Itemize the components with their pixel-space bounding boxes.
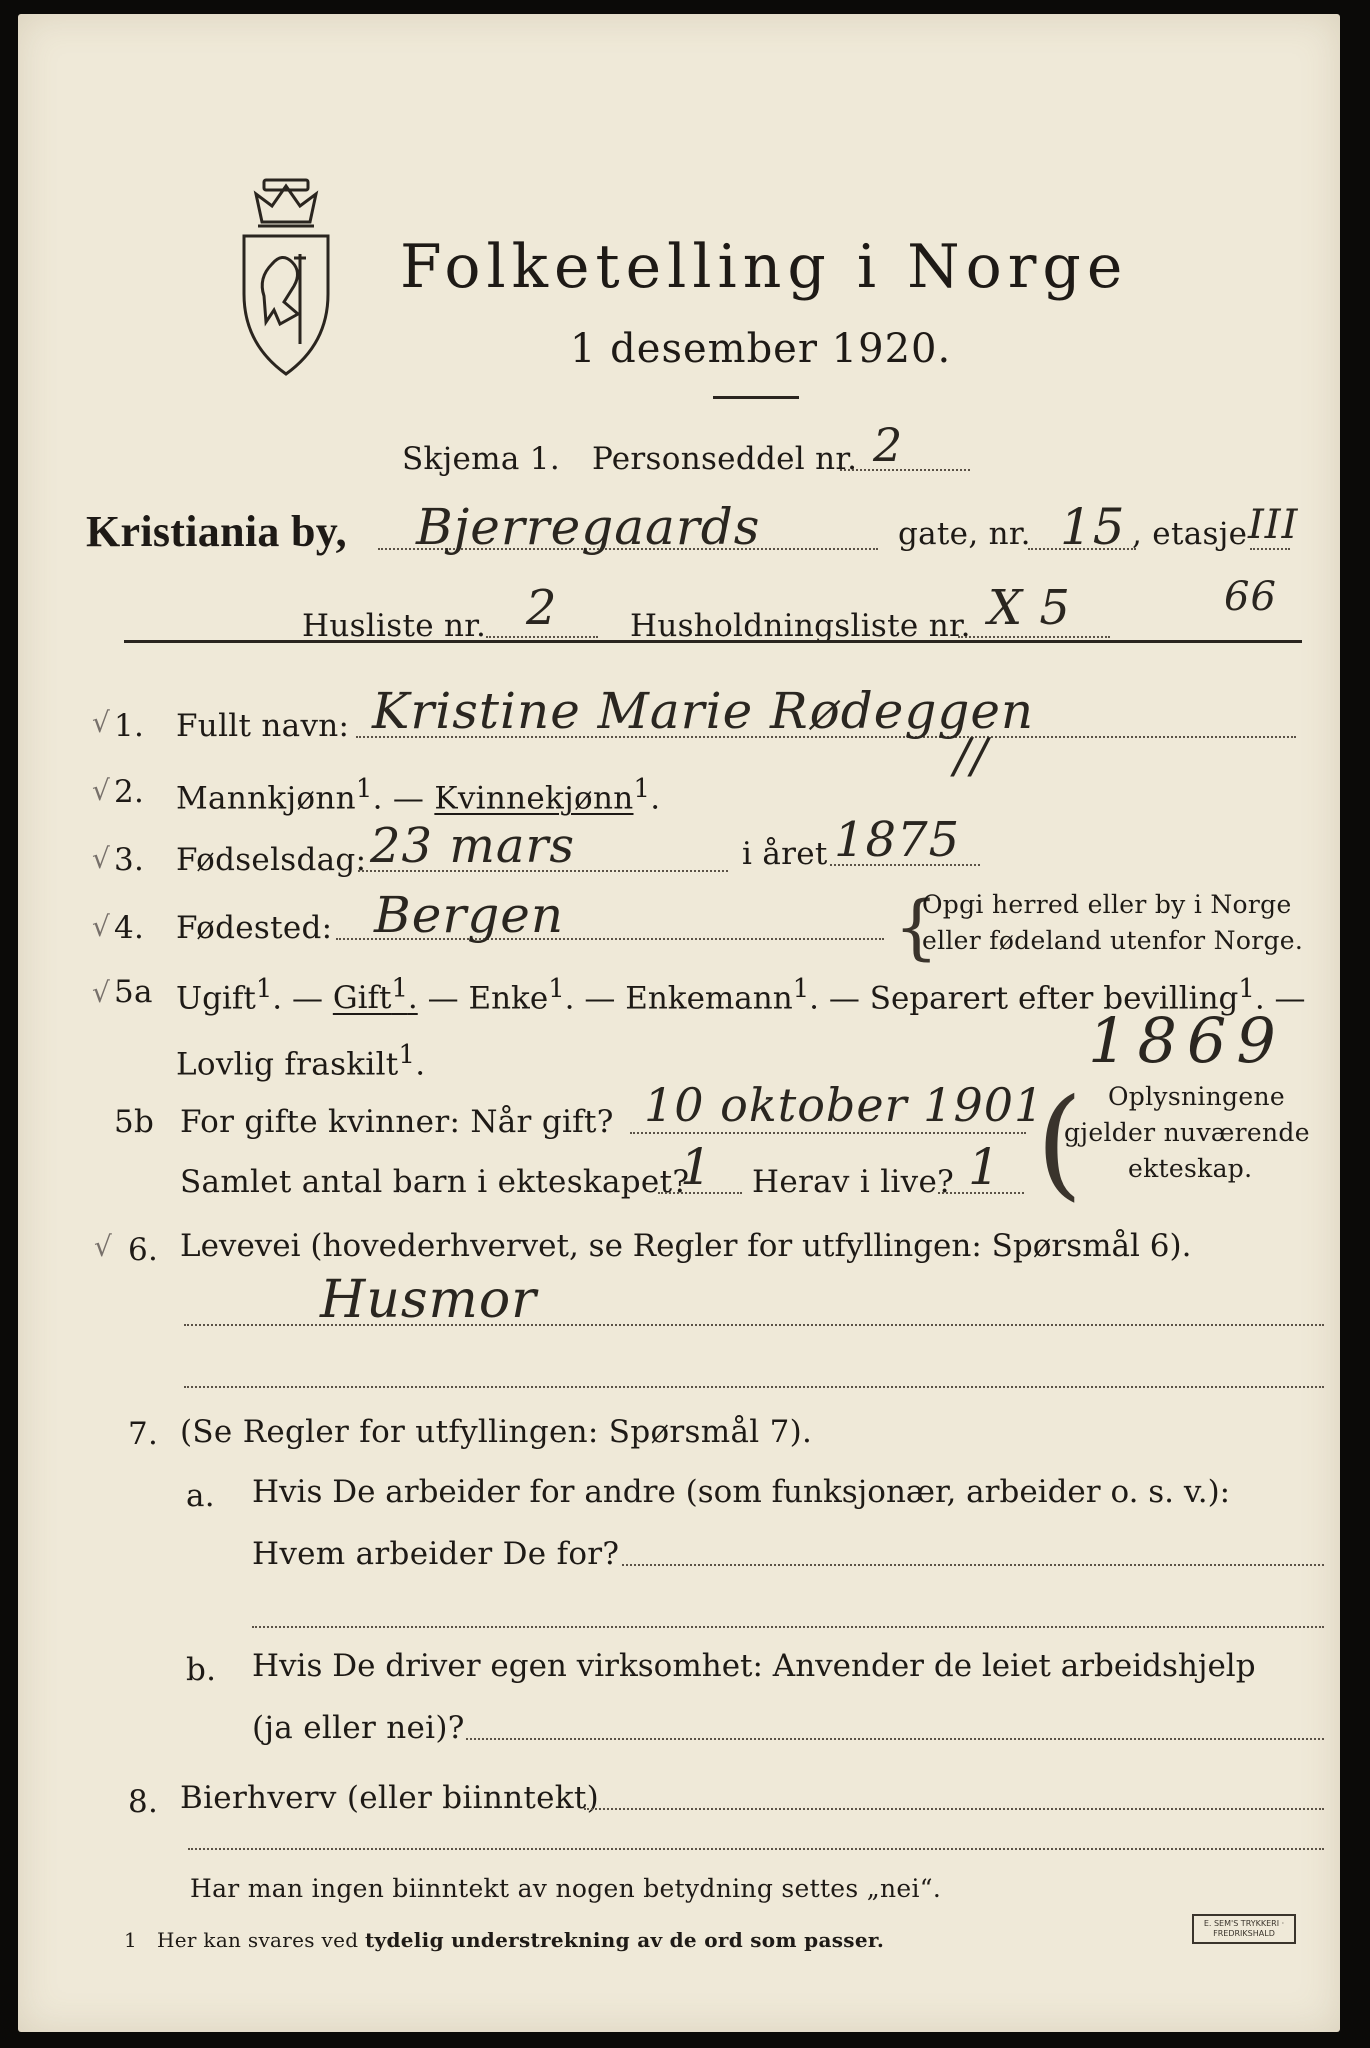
q5b-barn-value: 1 — [680, 1138, 713, 1196]
etasje-value: III — [1248, 502, 1299, 548]
q5b-barn-label: Samlet antal barn i ekteskapet? — [180, 1164, 690, 1200]
gate-label: gate, nr. — [898, 516, 1031, 552]
q5b-note-brace: ( — [1036, 1074, 1083, 1213]
q2-options: Mannkjønn$^1$. — Kvinnekjønn$^1$. — [176, 774, 661, 817]
checkmark-1-icon: √ — [92, 706, 110, 739]
q6-value: Husmor — [320, 1270, 537, 1330]
q4-note-line-1: Opgi herred eller by i Norge — [922, 890, 1292, 919]
q3-value: 23 mars — [370, 818, 576, 874]
checkmark-3-icon: √ — [92, 842, 110, 875]
q7-label: (Se Regler for utfyllingen: Spørsmål 7). — [180, 1414, 813, 1450]
q3-number: 3. — [114, 842, 145, 878]
husliste-label: Husliste nr. — [302, 608, 487, 644]
q4-note-brace: { — [894, 886, 939, 968]
q8-line-2 — [188, 1848, 1324, 1850]
q7b-line — [466, 1738, 1324, 1740]
q5b-note-line-1: Oplysningene — [1108, 1082, 1285, 1111]
q5a-options: Ugift$^1$. — Gift$^1$. — Enke$^1$. — Enkemann$^1$. — Separert efter bevilling$^1$. — — [176, 974, 1306, 1017]
q5b-note-line-3: ekteskap. — [1128, 1154, 1253, 1183]
q7a-label: Hvis De arbeider for andre (som funksjonær, arbeider o. s. v.): — [252, 1474, 1231, 1510]
q4-note-line-2: eller fødeland utenfor Norge. — [922, 926, 1304, 955]
etasje-label: , etasje — [1132, 516, 1248, 552]
gate-nr-value: 15 — [1060, 498, 1126, 556]
q5b-value: 10 oktober 1901 — [644, 1078, 1045, 1132]
q7-number: 7. — [128, 1416, 159, 1452]
q5a-gift-option-selected: Gift — [332, 980, 392, 1017]
norwegian-coat-of-arms-icon — [236, 174, 336, 379]
husholdning-value: X 5 — [988, 580, 1071, 636]
q1-number: 1. — [114, 708, 145, 744]
husliste-value: 2 — [526, 580, 558, 636]
city-label: Kristiania by, — [86, 507, 347, 556]
q2-number: 2. — [114, 774, 145, 810]
q6-label: Levevei (hovederhvervet, se Regler for utfyllingen: Spørsmål 6). — [180, 1228, 1192, 1264]
q6-number: 6. — [128, 1232, 159, 1268]
q1-ditto-mark: // — [954, 728, 989, 784]
skjema-label: Skjema 1. — [402, 441, 560, 477]
q7b-letter: b. — [186, 1652, 217, 1688]
husholdning-label: Husholdningsliste nr. — [630, 608, 971, 644]
checkmark-4-icon: √ — [92, 910, 110, 943]
form-title: Folketelling i Norge — [400, 232, 1129, 302]
q7a-line-2 — [252, 1626, 1324, 1628]
q3-year-value: 1875 — [834, 812, 961, 868]
checkmark-6-icon: √ — [94, 1230, 112, 1263]
street-value: Bjerregaards — [416, 498, 761, 556]
q4-value: Bergen — [374, 886, 565, 944]
q5b-note-line-2: gjelder nuværende — [1064, 1118, 1310, 1147]
printer-stamp: E. SEM'S TRYKKERI · FREDRIKSHALD — [1192, 1914, 1296, 1944]
q5a-fraskilt: Lovlig fraskilt$^1$. — [176, 1040, 426, 1083]
q2-mann-option: Mannkjønn — [176, 780, 356, 817]
q8-number: 8. — [128, 1784, 159, 1820]
q4-label: Fødested: — [176, 910, 333, 946]
q8-note: Har man ingen biinntekt av nogen betydning settes „nei“. — [190, 1874, 942, 1903]
q5b-label: For gifte kvinner: Når gift? — [180, 1104, 614, 1140]
q7a-sub: Hvem arbeider De for? — [252, 1536, 620, 1572]
personseddel-label: Personseddel nr. — [592, 441, 858, 477]
q7b-sub: (ja eller nei)? — [252, 1710, 465, 1746]
q4-number: 4. — [114, 910, 145, 946]
q5b-live-label: Herav i live? — [752, 1164, 955, 1200]
census-form-page — [18, 14, 1340, 2032]
q5a-number: 5a — [114, 974, 153, 1010]
q3-year-label: i året — [742, 836, 828, 872]
q7b-label: Hvis De driver egen virksomhet: Anvender de leiet arbeidshjelp — [252, 1648, 1256, 1684]
q5b-number: 5b — [114, 1104, 155, 1140]
header-divider — [124, 640, 1302, 643]
margin-note: 66 — [1224, 574, 1277, 620]
personseddel-line — [840, 469, 970, 471]
q7a-line-1 — [622, 1564, 1324, 1566]
q1-label: Fullt navn: — [176, 708, 350, 744]
checkmark-2-icon: √ — [92, 774, 110, 807]
checkmark-5a-icon: √ — [92, 976, 110, 1009]
title-divider — [713, 396, 799, 399]
etasje-line — [1250, 548, 1290, 550]
q5b-line — [630, 1132, 1026, 1134]
q1-value: Kristine Marie Rødeggen — [372, 682, 1035, 740]
q7a-letter: a. — [186, 1478, 215, 1514]
footnote: 1 Her kan svares ved tydelig understrekning av de ord som passer. — [124, 1928, 885, 1952]
q8-label: Bierhverv (eller biinntekt) — [180, 1780, 600, 1816]
personseddel-value: 2 — [873, 418, 904, 472]
q5b-live-value: 1 — [968, 1138, 1001, 1196]
q2-kvinne-option-selected: Kvinnekjønn — [434, 780, 634, 817]
husholdning-line — [958, 636, 1110, 638]
q8-line-1 — [584, 1808, 1324, 1810]
q6-line-2 — [184, 1386, 1324, 1388]
q3-label: Fødselsdag: — [176, 842, 367, 878]
form-date: 1 desember 1920. — [570, 326, 952, 372]
husliste-line — [486, 636, 598, 638]
q5a-year-note: 1869 — [1088, 1004, 1286, 1077]
q6-line-1 — [184, 1324, 1324, 1326]
